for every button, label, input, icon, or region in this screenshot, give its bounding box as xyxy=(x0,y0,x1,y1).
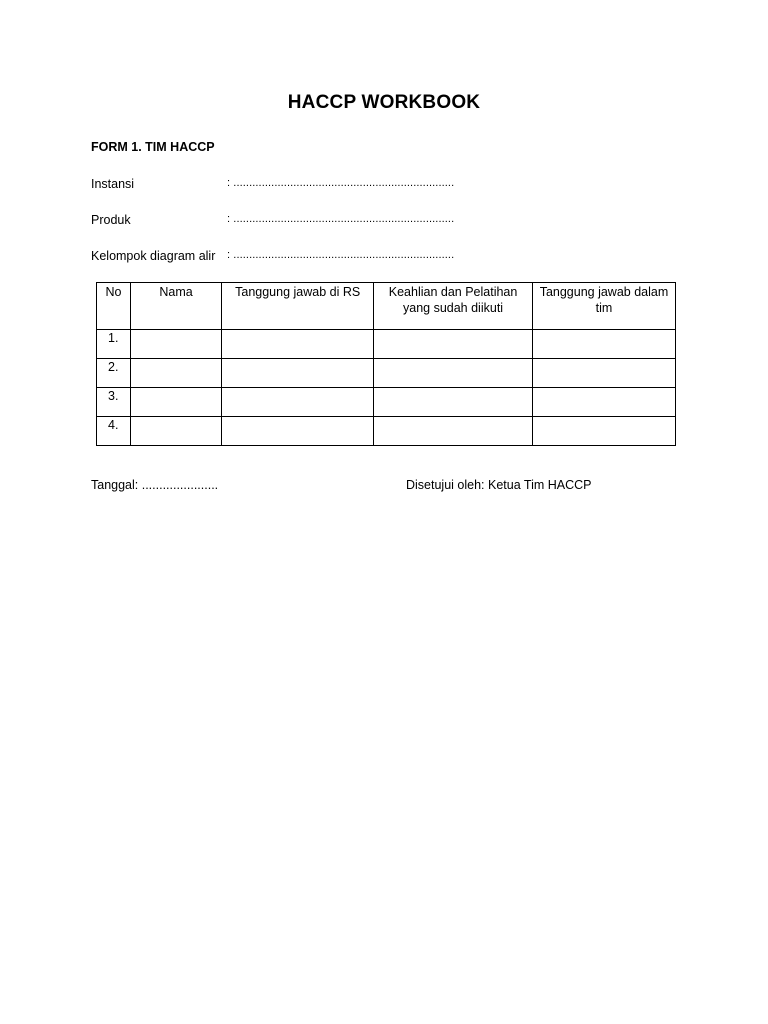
table-cell-tanggung-jawab-rs xyxy=(222,417,374,446)
table-row xyxy=(97,330,676,359)
table-cell-tanggung-jawab-tim xyxy=(532,388,675,417)
field-label-produk: Produk xyxy=(91,213,131,227)
field-label-kelompok-diagram-alir: Kelompok diagram alir xyxy=(91,249,216,263)
table-cell-keahlian-pelatihan xyxy=(374,388,533,417)
table-row xyxy=(97,388,676,417)
table-cell-keahlian-pelatihan xyxy=(374,417,533,446)
table-cell-tanggung-jawab-tim xyxy=(532,359,675,388)
table-cell-tanggung-jawab-tim xyxy=(532,417,675,446)
table-cell-nama xyxy=(130,388,221,417)
table-cell-no: 2. xyxy=(97,359,131,388)
table-cell-keahlian-pelatihan xyxy=(374,359,533,388)
column-header-no: No xyxy=(97,283,131,330)
column-header-keahlian-pelatihan: Keahlian dan Pelatihan yang sudah diikuti xyxy=(374,283,533,330)
field-value-kelompok-diagram-alir: : ...................................................................... xyxy=(227,249,455,261)
haccp-team-table xyxy=(96,282,676,446)
page-title: HACCP WORKBOOK xyxy=(287,92,481,113)
table-cell-tanggung-jawab-rs xyxy=(222,330,374,359)
table-cell-tanggung-jawab-rs xyxy=(222,359,374,388)
footer-date: Tanggal: ...................... xyxy=(91,478,219,492)
field-value-produk: : ...................................................................... xyxy=(227,213,455,225)
column-header-tanggung-jawab-rs: Tanggung jawab di RS xyxy=(222,283,374,330)
table-cell-keahlian-pelatihan xyxy=(374,330,533,359)
table-cell-nama xyxy=(130,359,221,388)
field-label-instansi: Instansi xyxy=(91,177,135,191)
table-cell-no: 1. xyxy=(97,330,131,359)
footer-approval: Disetujui oleh: Ketua Tim HACCP xyxy=(406,478,592,492)
table-cell-no: 3. xyxy=(97,388,131,417)
field-value-instansi: : ...................................................................... xyxy=(227,177,455,189)
table-header-row xyxy=(97,283,676,330)
table-cell-tanggung-jawab-tim xyxy=(532,330,675,359)
table-cell-tanggung-jawab-rs xyxy=(222,388,374,417)
table-cell-nama xyxy=(130,417,221,446)
column-header-tanggung-jawab-tim: Tanggung jawab dalam tim xyxy=(532,283,675,330)
form-title: FORM 1. TIM HACCP xyxy=(91,140,215,154)
table-cell-no: 4. xyxy=(97,417,131,446)
table-cell-nama xyxy=(130,330,221,359)
table-row xyxy=(97,417,676,446)
table-row xyxy=(97,359,676,388)
column-header-nama: Nama xyxy=(130,283,221,330)
